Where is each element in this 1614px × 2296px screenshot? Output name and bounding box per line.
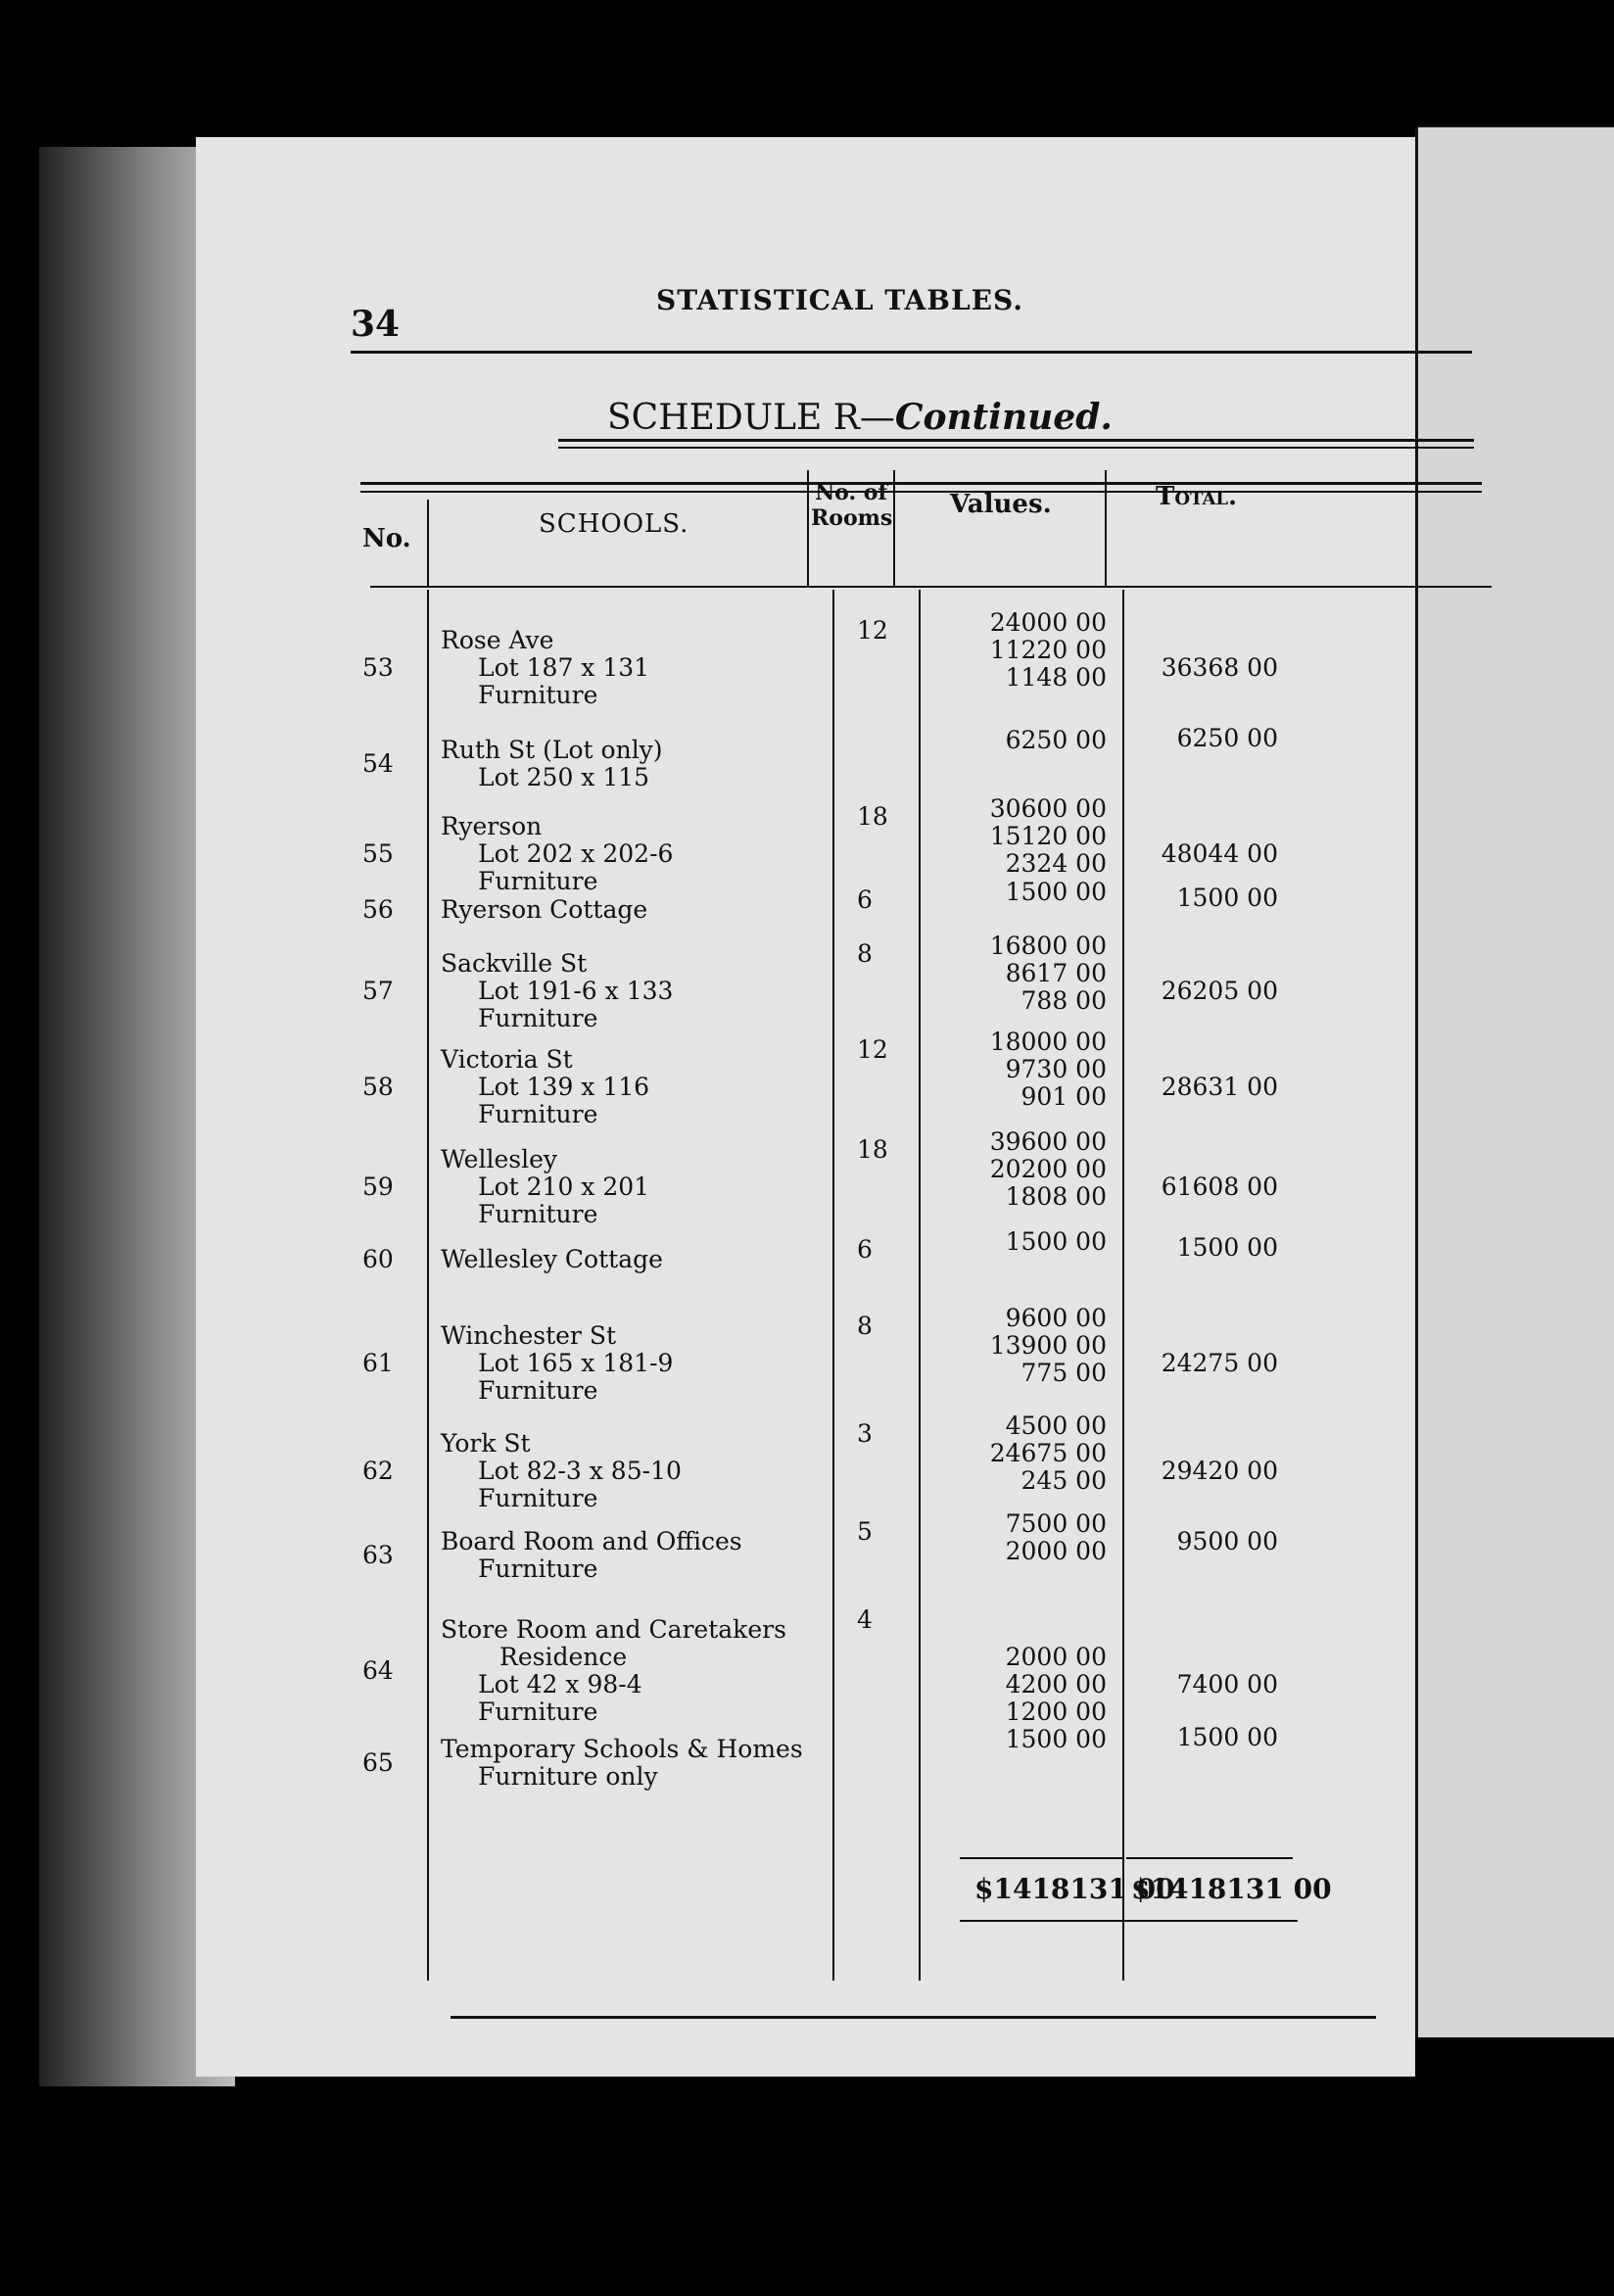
value-entry: 2000 00 xyxy=(1005,1537,1107,1565)
schedule-title xyxy=(607,397,1113,438)
value-entry: 775 00 xyxy=(1021,1359,1107,1387)
value-entry: 18000 00 xyxy=(989,1028,1107,1056)
total-cell: 1500 00 xyxy=(1176,1233,1278,1262)
rooms-count: 8 xyxy=(857,1312,873,1340)
school-detail-line: Lot 139 x 116 xyxy=(478,1073,650,1101)
values-cell xyxy=(940,1412,1107,1495)
rooms-count: 3 xyxy=(857,1419,873,1448)
body-divider-values xyxy=(1122,590,1124,1981)
column-header-total: Total. xyxy=(1156,482,1238,511)
values-cell xyxy=(940,933,1107,1015)
value-entry: 788 00 xyxy=(1021,986,1107,1015)
school-name xyxy=(441,1322,673,1405)
values-cell xyxy=(940,1644,1107,1726)
school-detail-line: Lot 202 x 202-6 xyxy=(478,839,674,868)
school-detail-line: Lot 42 x 98-4 xyxy=(478,1670,642,1698)
total-cell: 1500 00 xyxy=(1176,884,1278,912)
value-entry: 24000 00 xyxy=(989,608,1107,637)
rooms-header-line2: Rooms xyxy=(811,505,893,531)
table-header-bottom-rule xyxy=(370,586,1492,588)
school-name xyxy=(441,1246,663,1273)
school-name-line: Ryerson Cottage xyxy=(441,895,648,924)
value-entry: 8617 00 xyxy=(1005,959,1107,987)
schedule-title-main: SCHEDULE R— xyxy=(607,398,895,438)
school-detail-line: Furniture xyxy=(478,681,598,709)
value-entry: 7500 00 xyxy=(1005,1509,1107,1538)
school-detail-line: Lot 191-6 x 133 xyxy=(478,977,674,1005)
school-name-line: Board Room and Offices xyxy=(441,1527,742,1555)
row-number: 59 xyxy=(362,1172,394,1201)
values-cell xyxy=(940,1305,1107,1387)
header-divider-rooms xyxy=(893,470,895,586)
total-cell: 24275 00 xyxy=(1161,1349,1278,1377)
total-sum-rule xyxy=(1126,1857,1293,1859)
row-number: 58 xyxy=(362,1073,394,1101)
table-top-rule xyxy=(360,482,1482,485)
header-divider-values xyxy=(1105,470,1107,586)
school-detail-line: Furniture only xyxy=(478,1762,658,1791)
total-cell: 48044 00 xyxy=(1161,839,1278,868)
school-detail-line: Lot 210 x 201 xyxy=(478,1172,650,1201)
school-detail-line: Lot 250 x 115 xyxy=(478,763,650,791)
school-name-line: Wellesley Cottage xyxy=(441,1245,663,1273)
school-detail-line: Lot 82-3 x 85-10 xyxy=(478,1457,682,1485)
rooms-count: 5 xyxy=(857,1517,873,1546)
row-number: 65 xyxy=(362,1748,394,1777)
school-name xyxy=(441,1736,803,1791)
school-name xyxy=(441,1146,649,1228)
school-detail-line: Residence xyxy=(499,1643,628,1671)
rooms-count: 18 xyxy=(857,1135,888,1164)
value-entry: 1500 00 xyxy=(1005,878,1107,906)
school-name xyxy=(441,950,673,1032)
school-detail-line: Furniture xyxy=(478,1376,598,1405)
school-name-line: Ruth St (Lot only) xyxy=(441,736,663,764)
total-cell: 9500 00 xyxy=(1176,1527,1278,1555)
value-entry: 245 00 xyxy=(1021,1466,1107,1495)
row-number: 56 xyxy=(362,895,394,924)
value-entry: 4500 00 xyxy=(1005,1411,1107,1440)
school-name-line: Victoria St xyxy=(441,1045,573,1074)
rooms-count: 8 xyxy=(857,939,873,968)
value-entry: 1808 00 xyxy=(1005,1182,1107,1211)
values-cell xyxy=(940,1128,1107,1211)
values-cell xyxy=(940,1228,1107,1256)
value-entry: 2324 00 xyxy=(1005,849,1107,878)
values-cell xyxy=(940,1510,1107,1565)
school-name-line: Wellesley xyxy=(441,1145,557,1173)
value-entry: 1500 00 xyxy=(1005,1725,1107,1753)
running-title: STATISTICAL TABLES. xyxy=(656,284,1023,316)
value-entry: 4200 00 xyxy=(1005,1670,1107,1698)
rooms-count: 18 xyxy=(857,802,888,831)
school-name xyxy=(441,627,649,709)
total-grand-total: $1418131 00 xyxy=(1131,1873,1332,1905)
schedule-title-continued: Continued. xyxy=(894,397,1113,438)
value-entry: 901 00 xyxy=(1021,1082,1107,1111)
column-header-no: No. xyxy=(362,524,411,553)
value-entry: 1500 00 xyxy=(1005,1227,1107,1256)
values-cell xyxy=(940,879,1107,906)
school-name xyxy=(441,1616,786,1726)
rooms-count: 6 xyxy=(857,1235,873,1264)
school-name-line: Winchester St xyxy=(441,1321,616,1350)
value-entry: 9730 00 xyxy=(1005,1055,1107,1083)
school-detail-line: Furniture xyxy=(478,1555,598,1583)
school-detail-line: Lot 165 x 181-9 xyxy=(478,1349,674,1377)
values-cell xyxy=(940,795,1107,878)
table-top-rule-2 xyxy=(360,491,1482,493)
school-detail-line: Furniture xyxy=(478,1100,598,1128)
school-name xyxy=(441,1528,742,1583)
rooms-count: 6 xyxy=(857,885,873,914)
school-name xyxy=(441,1430,682,1512)
rooms-header-line1: No. of xyxy=(815,480,887,505)
values-grand-total: $1418131 00 xyxy=(974,1873,1175,1905)
school-name xyxy=(441,1046,649,1128)
value-entry: 20200 00 xyxy=(989,1155,1107,1183)
total-cell: 29420 00 xyxy=(1161,1457,1278,1485)
value-entry: 39600 00 xyxy=(989,1127,1107,1156)
school-name-line: Ryerson xyxy=(441,812,543,840)
table-bottom-rule xyxy=(451,2016,1376,2019)
total-cell: 28631 00 xyxy=(1161,1073,1278,1101)
grand-total-rule xyxy=(960,1920,1298,1922)
school-name xyxy=(441,896,647,924)
rooms-count: 12 xyxy=(857,616,888,645)
values-cell xyxy=(940,609,1107,692)
total-cell: 1500 00 xyxy=(1176,1723,1278,1751)
row-number: 53 xyxy=(362,653,394,682)
total-cell: 36368 00 xyxy=(1161,653,1278,682)
rooms-count: 4 xyxy=(857,1605,873,1634)
row-number: 62 xyxy=(362,1457,394,1485)
value-entry: 24675 00 xyxy=(989,1439,1107,1467)
school-detail-line: Furniture xyxy=(478,1200,598,1228)
value-entry: 1148 00 xyxy=(1005,663,1107,692)
row-number: 57 xyxy=(362,977,394,1005)
school-name-line: Store Room and Caretakers xyxy=(441,1615,786,1644)
header-divider-schools xyxy=(807,470,809,586)
school-name-line: York St xyxy=(441,1429,531,1458)
column-header-schools: SCHOOLS. xyxy=(539,509,689,539)
value-entry: 6250 00 xyxy=(1005,726,1107,754)
value-entry: 9600 00 xyxy=(1005,1304,1107,1332)
values-cell xyxy=(940,1726,1107,1753)
header-rule xyxy=(351,351,1472,354)
body-divider-schools xyxy=(832,590,834,1981)
total-cell: 6250 00 xyxy=(1176,724,1278,752)
row-number: 63 xyxy=(362,1541,394,1569)
total-cell: 7400 00 xyxy=(1176,1670,1278,1698)
body-divider-rooms xyxy=(919,590,921,1981)
row-number: 54 xyxy=(362,749,394,778)
facing-page xyxy=(1415,127,1614,2037)
value-entry: 1200 00 xyxy=(1005,1698,1107,1726)
value-entry: 13900 00 xyxy=(989,1331,1107,1360)
school-detail-line: Lot 187 x 131 xyxy=(478,653,650,682)
rooms-count: 12 xyxy=(857,1035,888,1064)
values-cell xyxy=(940,1028,1107,1111)
value-entry: 15120 00 xyxy=(989,822,1107,850)
document-page xyxy=(196,137,1415,2077)
header-divider-no xyxy=(427,500,429,586)
value-entry: 11220 00 xyxy=(989,636,1107,664)
school-name xyxy=(441,737,663,791)
school-detail-line: Furniture xyxy=(478,867,598,895)
row-number: 61 xyxy=(362,1349,394,1377)
value-entry: 2000 00 xyxy=(1005,1643,1107,1671)
total-cell: 61608 00 xyxy=(1161,1172,1278,1201)
row-number: 55 xyxy=(362,839,394,868)
column-header-rooms xyxy=(811,480,891,531)
school-name xyxy=(441,813,673,895)
value-entry: 30600 00 xyxy=(989,794,1107,823)
school-name-line: Rose Ave xyxy=(441,626,554,654)
school-detail-line: Furniture xyxy=(478,1004,598,1032)
schedule-rule-bottom xyxy=(558,447,1474,449)
school-name-line: Sackville St xyxy=(441,949,588,978)
value-entry: 16800 00 xyxy=(989,932,1107,960)
schedule-rule-top xyxy=(558,439,1474,442)
total-cell: 26205 00 xyxy=(1161,977,1278,1005)
school-detail-line: Furniture xyxy=(478,1698,598,1726)
column-header-values: Values. xyxy=(950,490,1052,519)
row-number: 64 xyxy=(362,1656,394,1685)
body-divider-no xyxy=(427,590,429,1981)
school-name-line: Temporary Schools & Homes xyxy=(441,1735,803,1763)
page-number: 34 xyxy=(351,304,401,345)
school-detail-line: Furniture xyxy=(478,1484,598,1512)
values-sum-rule xyxy=(960,1857,1122,1859)
row-number: 60 xyxy=(362,1245,394,1273)
values-cell xyxy=(940,727,1107,754)
